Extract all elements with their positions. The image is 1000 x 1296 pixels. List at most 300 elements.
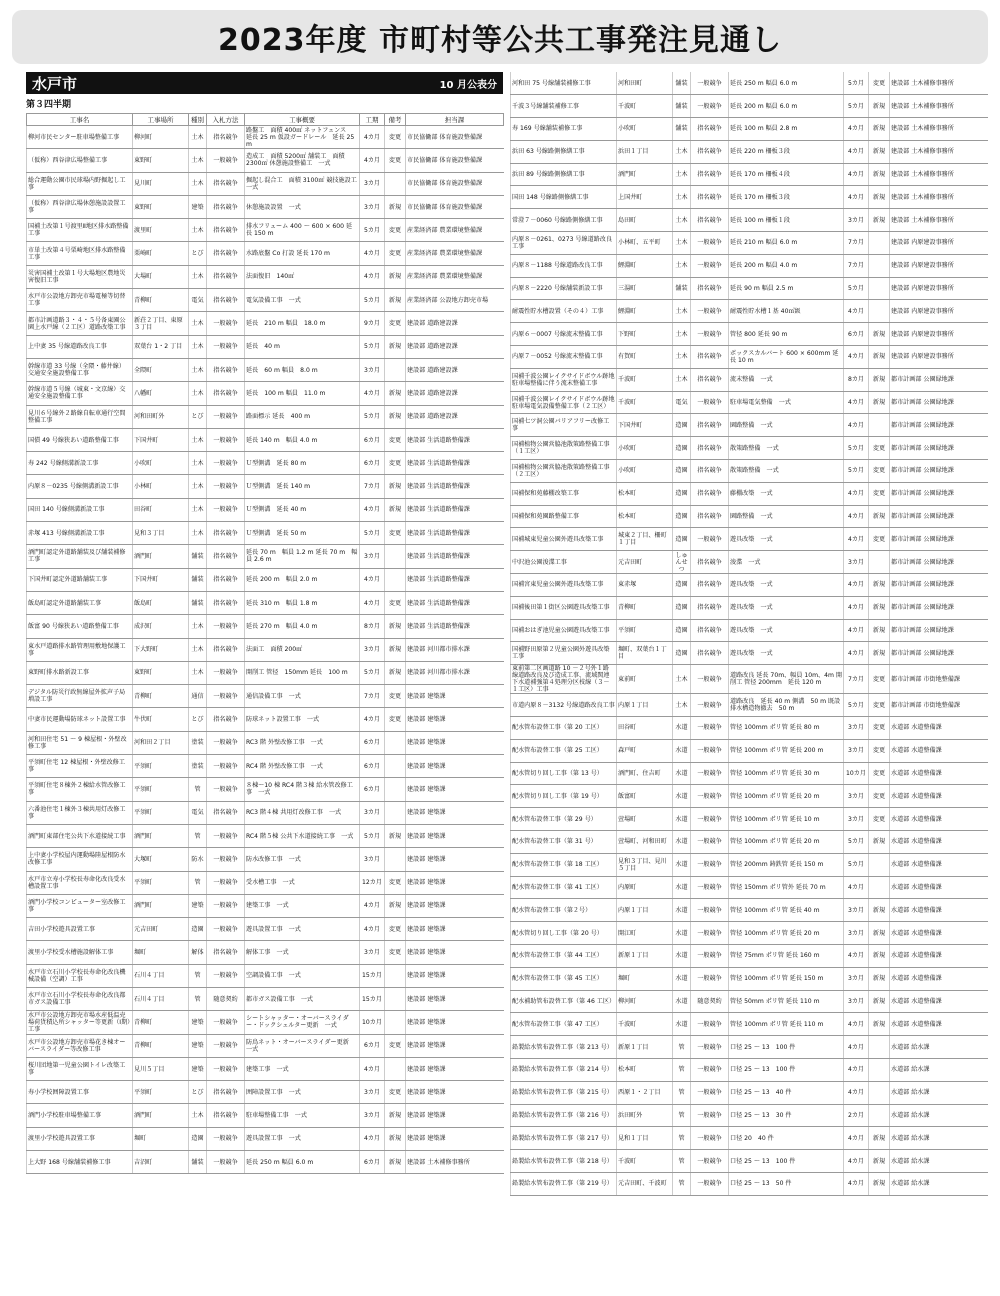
bid-method: 指名競争 <box>691 551 729 574</box>
work-remark: 変更 <box>869 785 890 808</box>
work-summary: 建築工事 一式 <box>245 894 360 917</box>
work-location: 萱場町 <box>617 808 673 831</box>
department: 建設部 内原建設事務所 <box>890 323 988 346</box>
department: 産業経済部 農業環境整備課 <box>406 242 504 265</box>
bid-method: 指名競争 <box>207 941 245 964</box>
work-location: 飯富町 <box>617 785 673 808</box>
table-row <box>511 739 988 762</box>
work-remark: 新規 <box>869 1013 890 1036</box>
work-period: 3カ月 <box>360 545 385 568</box>
work-summary: 遊具設置工事 一式 <box>245 1127 360 1150</box>
department: 建設部 建築課 <box>406 824 504 847</box>
work-name: 配水管布設替工事（第 29 号） <box>511 808 617 831</box>
work-summary: 管径 100mm ポリ管 延長 10 m <box>729 808 844 831</box>
work-name: 見川６号線外２路線自転車通行空間整備工事 <box>27 405 133 428</box>
work-period: 3カ月 <box>844 717 869 740</box>
bid-method: 一般競争 <box>207 918 245 941</box>
work-location: 柳河町 <box>617 990 673 1013</box>
header-work-summary: 工事概要 <box>245 114 360 126</box>
work-name: 配水管布設替工事（第 18 工区） <box>511 853 617 876</box>
work-period: 4カ月 <box>360 708 385 731</box>
work-period: 3カ月 <box>844 990 869 1013</box>
bid-method: 指名競争 <box>207 289 245 312</box>
work-remark: 新規 <box>869 990 890 1013</box>
department: 水道部 水道整備課 <box>890 831 988 854</box>
work-category: 造園 <box>673 619 691 642</box>
city-name: 水戸市 <box>32 74 78 93</box>
work-location: 千波町 <box>617 1150 673 1173</box>
work-category: 管 <box>673 1036 691 1059</box>
right-column <box>510 72 987 1196</box>
work-summary: 延長 70 m 幅員 1.2 m 延長 70 m 幅員 2.6 m <box>245 545 360 568</box>
work-category: 土木 <box>673 346 691 369</box>
work-category: 土木 <box>673 209 691 232</box>
header-work-category: 種別 <box>189 114 207 126</box>
table-row <box>27 405 504 428</box>
work-name: 市単土改第４号栗崎地区排水路整備工事 <box>27 242 133 265</box>
department: 水道部 給水課 <box>890 1081 988 1104</box>
work-summary: 口径 25 ～ 13 40 件 <box>729 1081 844 1104</box>
department: 建設部 道路建設課 <box>406 335 504 358</box>
department: 都市計画部 公園緑地課 <box>890 460 988 483</box>
work-summary: 延長 200 m 幅員 2.0 m <box>245 568 360 591</box>
work-period: 3カ月 <box>844 808 869 831</box>
bid-method: 一般競争 <box>691 323 729 346</box>
table-row <box>511 300 988 323</box>
work-summary: 延長 210 m 幅員 18.0 m <box>245 312 360 335</box>
work-location: 双葉台 1・2 丁目 <box>133 335 189 358</box>
work-period: 5カ月 <box>360 405 385 428</box>
work-period: 4カ月 <box>844 482 869 505</box>
work-location: 下大野町 <box>133 638 189 661</box>
bid-method: 指名競争 <box>691 140 729 163</box>
work-location: 東前町 <box>617 665 673 694</box>
table-row <box>511 574 988 597</box>
work-period: 6カ月 <box>360 731 385 754</box>
department: 建設部 建築課 <box>406 1104 504 1127</box>
department: 都市計画部 公園緑地課 <box>890 619 988 642</box>
work-name: 下国井町認定外道路舗装工事 <box>27 568 133 591</box>
work-summary: 管径 100mm ポリ管 延長 80 m <box>729 717 844 740</box>
bid-method: 一般競争 <box>207 685 245 708</box>
bid-method: 一般競争 <box>691 300 729 323</box>
work-summary: 管径 100mm ポリ管 延長 30 m <box>729 762 844 785</box>
work-summary: 耐震性貯水槽１基 40㎥級 <box>729 300 844 323</box>
work-name: 配水補助管布設替工事（第 46 工区） <box>511 990 617 1013</box>
bid-method: 指名競争 <box>691 346 729 369</box>
work-remark: 新規 <box>385 615 406 638</box>
work-location: 青柳町 <box>133 289 189 312</box>
bid-method: 一般競争 <box>691 254 729 277</box>
work-period: 4カ月 <box>360 568 385 591</box>
work-name: 浜田 89 号線路側修繕工事 <box>511 163 617 186</box>
work-category: 管 <box>673 1081 691 1104</box>
work-location: 城東２丁目、柵町１丁目 <box>617 528 673 551</box>
department: 水道部 水道整備課 <box>890 1013 988 1036</box>
department: 都市計画部 公園緑地課 <box>890 642 988 665</box>
table-row <box>511 1058 988 1081</box>
department: 建設部 建築課 <box>406 1081 504 1104</box>
work-category: 解体 <box>189 941 207 964</box>
table-row <box>27 638 504 661</box>
work-remark: 変更 <box>385 591 406 614</box>
department: 水道部 給水課 <box>890 1104 988 1127</box>
work-category: 水道 <box>673 853 691 876</box>
bid-method: 一般競争 <box>207 755 245 778</box>
work-name: 幹線市道 33 号線（全隈・藤井線）交通安全施設整備工事 <box>27 358 133 381</box>
bid-method: 指名競争 <box>691 277 729 300</box>
work-remark <box>869 1058 890 1081</box>
work-location: 堀町 <box>617 967 673 990</box>
work-name: 飯富 90 号線狭あい道路整備工事 <box>27 615 133 638</box>
work-remark <box>385 1011 406 1034</box>
work-summary: 遊具改築 一式 <box>729 619 844 642</box>
work-summary: 法面工 面積 200㎡ <box>245 638 360 661</box>
work-remark: 新規 <box>869 186 890 209</box>
bid-method: 一般競争 <box>691 1127 729 1150</box>
work-summary: 延長 100 m 柵板１段 <box>729 209 844 232</box>
work-category: 建築 <box>189 894 207 917</box>
work-summary: 管径 75mm ポリ管 延長 160 m <box>729 944 844 967</box>
columns <box>26 72 988 1196</box>
bid-method: 一般競争 <box>207 452 245 475</box>
work-category: 水道 <box>673 876 691 899</box>
bid-method: 指名競争 <box>207 591 245 614</box>
department: 建設部 生活道路整備課 <box>406 498 504 521</box>
work-name: 東野町排水路新設工事 <box>27 661 133 684</box>
work-category: 土木 <box>673 694 691 717</box>
department: 建設部 建築課 <box>406 871 504 894</box>
work-category: しゅんせつ <box>673 551 691 574</box>
work-category: 土木 <box>673 368 691 391</box>
work-location: 見川５丁目 <box>133 1057 189 1080</box>
work-period: 4カ月 <box>360 1127 385 1150</box>
bid-method: 一般競争 <box>691 232 729 255</box>
work-location: 石川４丁目 <box>133 964 189 987</box>
work-summary: 管径 100mm ポリ管 延長 40 m <box>729 899 844 922</box>
work-remark <box>869 853 890 876</box>
work-remark: 変更 <box>385 149 406 172</box>
work-summary: 延長 60 m 幅員 8.0 m <box>245 358 360 381</box>
bid-method: 指名競争 <box>207 801 245 824</box>
work-category: 舗装 <box>189 591 207 614</box>
work-period: 7カ月 <box>360 475 385 498</box>
work-remark: 新規 <box>869 596 890 619</box>
work-period: 3カ月 <box>360 1081 385 1104</box>
work-location: 下野町 <box>617 323 673 346</box>
work-category: 舗装 <box>189 568 207 591</box>
work-location: 平須町 <box>617 619 673 642</box>
work-summary: 延長 310 m 幅員 1.8 m <box>245 591 360 614</box>
bid-method: 一般競争 <box>691 1058 729 1081</box>
table-row <box>511 642 988 665</box>
department: 産業経済部 公設地方卸売市場 <box>406 289 504 312</box>
department: 都市計画部 市街地整備課 <box>890 665 988 694</box>
work-summary: 管径 150mm ポリ管外 延長 70 m <box>729 876 844 899</box>
work-period: 4カ月 <box>844 528 869 551</box>
table-row <box>27 219 504 242</box>
work-summary: 休憩施設設置 一式 <box>245 195 360 218</box>
work-location: 見和３丁目 <box>133 522 189 545</box>
work-name: 内原８－0261、0273 号線道路改良工事 <box>511 232 617 255</box>
department: 建設部 建築課 <box>406 848 504 871</box>
table-row <box>511 922 988 945</box>
work-period: 4カ月 <box>360 894 385 917</box>
work-location: 松本町 <box>617 482 673 505</box>
work-period: 3カ月 <box>844 899 869 922</box>
department: 産業経済部 農業環境整備課 <box>406 219 504 242</box>
work-name: 常澄７－0060 号線路側修繕工事 <box>511 209 617 232</box>
work-period: 3カ月 <box>360 195 385 218</box>
work-category: 土木 <box>673 665 691 694</box>
work-name: 配水管切り回し工事（第 20 号） <box>511 922 617 945</box>
table-row <box>511 505 988 528</box>
work-summary: 囲障設置工事 一式 <box>245 1081 360 1104</box>
work-category: 造園 <box>673 460 691 483</box>
work-summary: 延長 40 m <box>245 335 360 358</box>
table-row <box>511 528 988 551</box>
work-summary: 延長 210 m 幅員 6.0 m <box>729 232 844 255</box>
work-name: 上大野 168 号線舗装補修工事 <box>27 1151 133 1174</box>
work-name: 国補植物公園営脇池散策路整備工事（２工区） <box>511 460 617 483</box>
work-summary: 口径 25 ～ 13 100 件 <box>729 1036 844 1059</box>
department: 建設部 建築課 <box>406 894 504 917</box>
work-category: 造園 <box>189 918 207 941</box>
department: 建設部 建築課 <box>406 987 504 1010</box>
department: 建設部 生活道路整備課 <box>406 615 504 638</box>
table-row <box>27 568 504 591</box>
work-category: 土木 <box>673 186 691 209</box>
table-row <box>27 195 504 218</box>
bid-method: 一般競争 <box>691 876 729 899</box>
work-location: 西原１・２丁目 <box>617 1081 673 1104</box>
work-name: 都市計画道路３・４・５号备東園公園上水戸線（２工区）道路改築工事 <box>27 312 133 335</box>
table-row <box>27 824 504 847</box>
work-name: 国補後田第１街区公園遊具改築工事 <box>511 596 617 619</box>
work-period: 4カ月 <box>844 1150 869 1173</box>
work-name: 国補保和苑園路整備工事 <box>511 505 617 528</box>
bid-method: 一般競争 <box>207 1034 245 1057</box>
department: 建設部 土木補修事務所 <box>890 95 988 118</box>
work-remark: 新規 <box>869 118 890 141</box>
department: 水道部 水道整備課 <box>890 990 988 1013</box>
table-row <box>27 172 504 195</box>
work-name: 浜田 63 号線路側修繕工事 <box>511 140 617 163</box>
work-category: 管 <box>189 871 207 894</box>
work-category: 建築 <box>189 195 207 218</box>
work-remark: 新規 <box>869 140 890 163</box>
work-remark: 変更 <box>385 126 406 149</box>
work-remark: 新規 <box>869 642 890 665</box>
bid-method: 一般競争 <box>207 731 245 754</box>
work-location: 下国井町 <box>133 428 189 451</box>
work-location: 平須町 <box>133 871 189 894</box>
department: 水道部 水道整備課 <box>890 899 988 922</box>
work-period: 4カ月 <box>844 186 869 209</box>
department: 水道部 水道整備課 <box>890 739 988 762</box>
work-location: 小吹町 <box>133 452 189 475</box>
work-location: 千波町 <box>617 95 673 118</box>
department: 建設部 河川都市排水課 <box>406 638 504 661</box>
work-name: 内原６－0007 号線流末整備工事 <box>511 323 617 346</box>
header-work-period: 工期 <box>360 114 385 126</box>
department: 建設部 建築課 <box>406 1011 504 1034</box>
work-summary: 管径 50mm ポリ管 延長 110 m <box>729 990 844 1013</box>
work-name: 国債 49 号線狭あい道路整備工事 <box>27 428 133 451</box>
work-period: 6カ月 <box>360 452 385 475</box>
work-remark: 新規 <box>869 209 890 232</box>
work-name: 水戸市立石川小学校長寿命化改良都市ガス設備工事 <box>27 987 133 1010</box>
work-remark: 変更 <box>869 482 890 505</box>
bid-method: 随意契約 <box>207 987 245 1010</box>
table-row <box>27 1011 504 1034</box>
work-location: 平須町 <box>133 801 189 824</box>
bid-method: 指名競争 <box>691 437 729 460</box>
work-location: 酒門町 <box>133 1104 189 1127</box>
work-category: 舗装 <box>673 72 691 95</box>
work-period: 6カ月 <box>360 1034 385 1057</box>
work-summary: シートシャッター・オーバースライダー・ドックシェルター更新 一式 <box>245 1011 360 1034</box>
work-remark <box>869 876 890 899</box>
work-period: 4カ月 <box>844 619 869 642</box>
work-remark: 新規 <box>385 1104 406 1127</box>
work-remark: 新規 <box>869 505 890 528</box>
bid-method: 一般競争 <box>691 717 729 740</box>
work-period: 2カ月 <box>844 1104 869 1127</box>
work-location: 元吉田町 <box>133 918 189 941</box>
work-remark: 変更 <box>869 739 890 762</box>
bid-method: 一般競争 <box>207 824 245 847</box>
table-row <box>511 140 988 163</box>
department: 建設部 建築課 <box>406 1127 504 1150</box>
bid-method: 指名競争 <box>691 414 729 437</box>
work-summary: 管径 100mm ポリ管 延長 110 m <box>729 1013 844 1036</box>
work-remark: 新規 <box>869 944 890 967</box>
work-location: 鯉淵町 <box>617 300 673 323</box>
work-category: 土木 <box>189 335 207 358</box>
work-location: 東野町 <box>133 149 189 172</box>
work-period: 5カ月 <box>360 522 385 545</box>
table-row <box>27 941 504 964</box>
work-remark: 新規 <box>869 1172 890 1195</box>
work-category: 造園 <box>673 482 691 505</box>
work-name: 鉛製給水管布設替工事（第 213 号） <box>511 1036 617 1059</box>
bid-method: 指名競争 <box>207 242 245 265</box>
table-row <box>511 762 988 785</box>
work-summary: 法面復旧 140㎡ <box>245 265 360 288</box>
work-period: 3カ月 <box>844 209 869 232</box>
work-category: とび <box>189 242 207 265</box>
table-row <box>511 323 988 346</box>
work-location: 青柳町 <box>617 596 673 619</box>
table-row <box>511 482 988 505</box>
work-remark: 新規 <box>385 335 406 358</box>
department: 水道部 水道整備課 <box>890 808 988 831</box>
bid-method: 一般競争 <box>207 149 245 172</box>
bid-method: 指名競争 <box>207 219 245 242</box>
work-period: 3カ月 <box>360 172 385 195</box>
work-period: 9カ月 <box>360 312 385 335</box>
work-category: 造園 <box>189 1127 207 1150</box>
table-row <box>27 1081 504 1104</box>
work-name: 国田 148 号線路側修繕工事 <box>511 186 617 209</box>
work-period: 5カ月 <box>360 824 385 847</box>
work-category: 造園 <box>673 574 691 597</box>
work-period: 4カ月 <box>360 382 385 405</box>
work-location: 河和田町外 <box>133 405 189 428</box>
table-row <box>511 95 988 118</box>
table-row <box>27 498 504 521</box>
work-period: 7カ月 <box>844 665 869 694</box>
department: 建設部 土木補修事務所 <box>406 1151 504 1174</box>
department: 建設部 建築課 <box>406 1034 504 1057</box>
bid-method: 一般競争 <box>691 967 729 990</box>
work-period: 4カ月 <box>844 300 869 323</box>
work-name: 水戸市公設地方卸売市場電極等切替工事 <box>27 289 133 312</box>
bid-method: 一般競争 <box>691 944 729 967</box>
department: 水道部 水道整備課 <box>890 717 988 740</box>
work-period: 6カ月 <box>360 755 385 778</box>
work-name: （仮称）西谷津広場休憩施設設置工事 <box>27 195 133 218</box>
work-location: 酒門町、住吉町 <box>617 762 673 785</box>
work-period: 3カ月 <box>360 801 385 824</box>
department: 都市計画部 市街地整備課 <box>890 694 988 717</box>
work-period: 10カ月 <box>844 762 869 785</box>
work-name: 国補土改第１号渡里Ⅱ地区排水路整備工事 <box>27 219 133 242</box>
work-category: 水道 <box>673 739 691 762</box>
department: 都市計画部 公園緑地課 <box>890 391 988 414</box>
bid-method: 一般競争 <box>207 894 245 917</box>
bid-method: 指名競争 <box>691 619 729 642</box>
work-location: 内原１丁目 <box>617 694 673 717</box>
department: 建設部 道路建設課 <box>406 358 504 381</box>
work-period: 4カ月 <box>360 265 385 288</box>
work-name: 赤塚 413 号線側溝新設工事 <box>27 522 133 545</box>
bid-method: 一般競争 <box>207 1127 245 1150</box>
bid-method: 一般競争 <box>691 1036 729 1059</box>
work-summary: 口径 25 ～ 13 100 件 <box>729 1058 844 1081</box>
work-category: とび <box>189 1081 207 1104</box>
work-location: 田谷町 <box>617 717 673 740</box>
table-row <box>511 717 988 740</box>
work-location: 平須町 <box>133 778 189 801</box>
department: 建設部 道路建設課 <box>406 312 504 335</box>
work-remark: 新規 <box>385 498 406 521</box>
table-row <box>27 615 504 638</box>
work-summary: 路盤工 面積 400㎡ ネットフェンス 延長 25 m 仮設ガードレール 延長 25 m <box>245 126 360 149</box>
work-period: 4カ月 <box>360 498 385 521</box>
work-period: 4カ月 <box>360 918 385 941</box>
work-remark: 変更 <box>385 1034 406 1057</box>
work-summary: 口径 25 ～ 13 50 件 <box>729 1172 844 1195</box>
work-period: 5カ月 <box>360 335 385 358</box>
work-location: 渡里町 <box>133 219 189 242</box>
work-summary: 受水槽工事 一式 <box>245 871 360 894</box>
work-name: 鉛製給水管布設替工事（第 214 号） <box>511 1058 617 1081</box>
work-location: 酒門町 <box>133 824 189 847</box>
table-row <box>511 808 988 831</box>
department: 建設部 建築課 <box>406 941 504 964</box>
works-table-left <box>26 113 504 1174</box>
work-location: 小吹町 <box>617 118 673 141</box>
work-location: 新原１丁目 <box>617 944 673 967</box>
table-row <box>27 918 504 941</box>
work-summary: 水路底盤 Co 打設 延長 170 m <box>245 242 360 265</box>
bid-method: 一般競争 <box>691 528 729 551</box>
work-remark: 変更 <box>869 460 890 483</box>
bid-method: 一般競争 <box>691 1081 729 1104</box>
work-name: 配水管切り回し工事（第 13 号） <box>511 762 617 785</box>
